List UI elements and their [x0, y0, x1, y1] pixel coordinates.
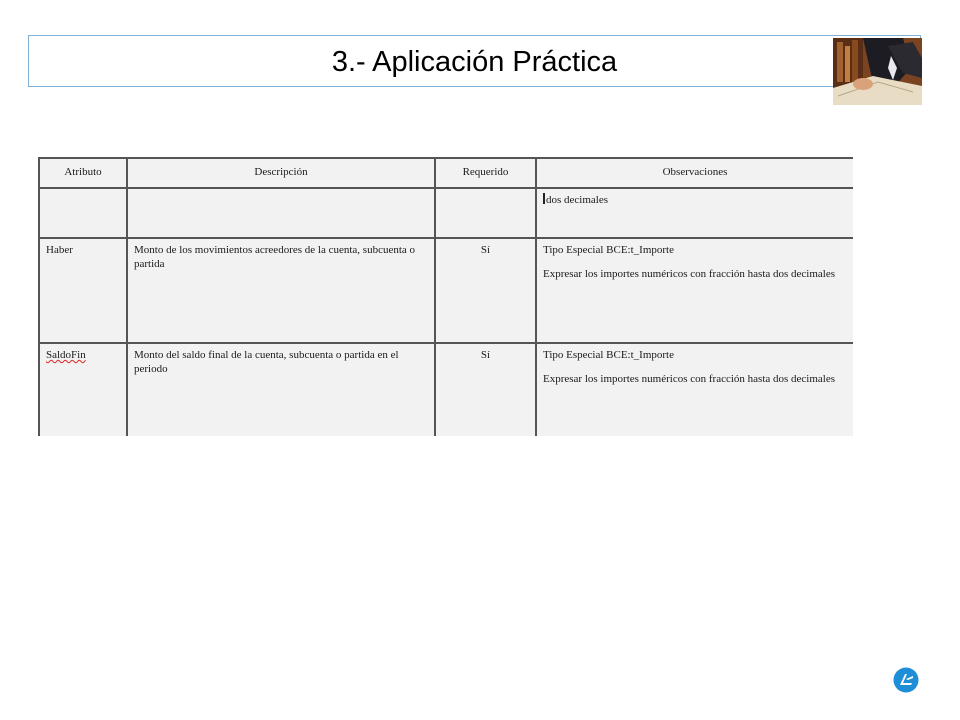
- header-descripcion: Descripción: [127, 158, 435, 188]
- person-reading-photo: [833, 38, 922, 105]
- table-row: [39, 188, 853, 238]
- observacion-text: dos decimales: [546, 194, 609, 206]
- cell-requerido: Sí: [435, 343, 536, 436]
- attributes-table: [38, 157, 853, 436]
- cell-descripcion: Monto de los movimientos acreedores de la cuenta, subcuenta o partida: [127, 238, 435, 343]
- company-logo-icon: [893, 667, 919, 693]
- cell-observaciones: [536, 238, 853, 343]
- observacion-expresar: Expresar los importes numéricos con fracción hasta dos decimales: [543, 373, 836, 385]
- header-atributo: Atributo: [39, 158, 127, 188]
- header-requerido: Requerido: [435, 158, 536, 188]
- cell-atributo: [39, 188, 127, 238]
- cell-observaciones: [536, 188, 853, 238]
- header-observaciones: Observaciones: [536, 158, 853, 188]
- slide-title: 3.- Aplicación Práctica: [331, 46, 618, 78]
- table-row: [39, 343, 853, 436]
- cell-descripcion: [127, 188, 435, 238]
- atributo-text: SaldoFin: [46, 349, 86, 361]
- table-row: [39, 238, 853, 343]
- cell-requerido: [435, 188, 536, 238]
- cell-atributo: Haber: [39, 238, 127, 343]
- observacion-expresar: Expresar los importes numéricos con fracción hasta dos decimales: [543, 268, 836, 280]
- cell-atributo: [39, 343, 127, 436]
- cell-observaciones: [536, 343, 853, 436]
- cell-descripcion: Monto del saldo final de la cuenta, subcuenta o partida en el periodo: [127, 343, 435, 436]
- cell-requerido: Sí: [435, 238, 536, 343]
- table-header-row: [39, 158, 853, 188]
- title-box: [28, 35, 921, 87]
- text-cursor: [543, 193, 545, 204]
- observacion-tipo: Tipo Especial BCE:t_Importe: [543, 244, 674, 256]
- attributes-table-image: [38, 157, 853, 436]
- observacion-tipo: Tipo Especial BCE:t_Importe: [543, 349, 674, 361]
